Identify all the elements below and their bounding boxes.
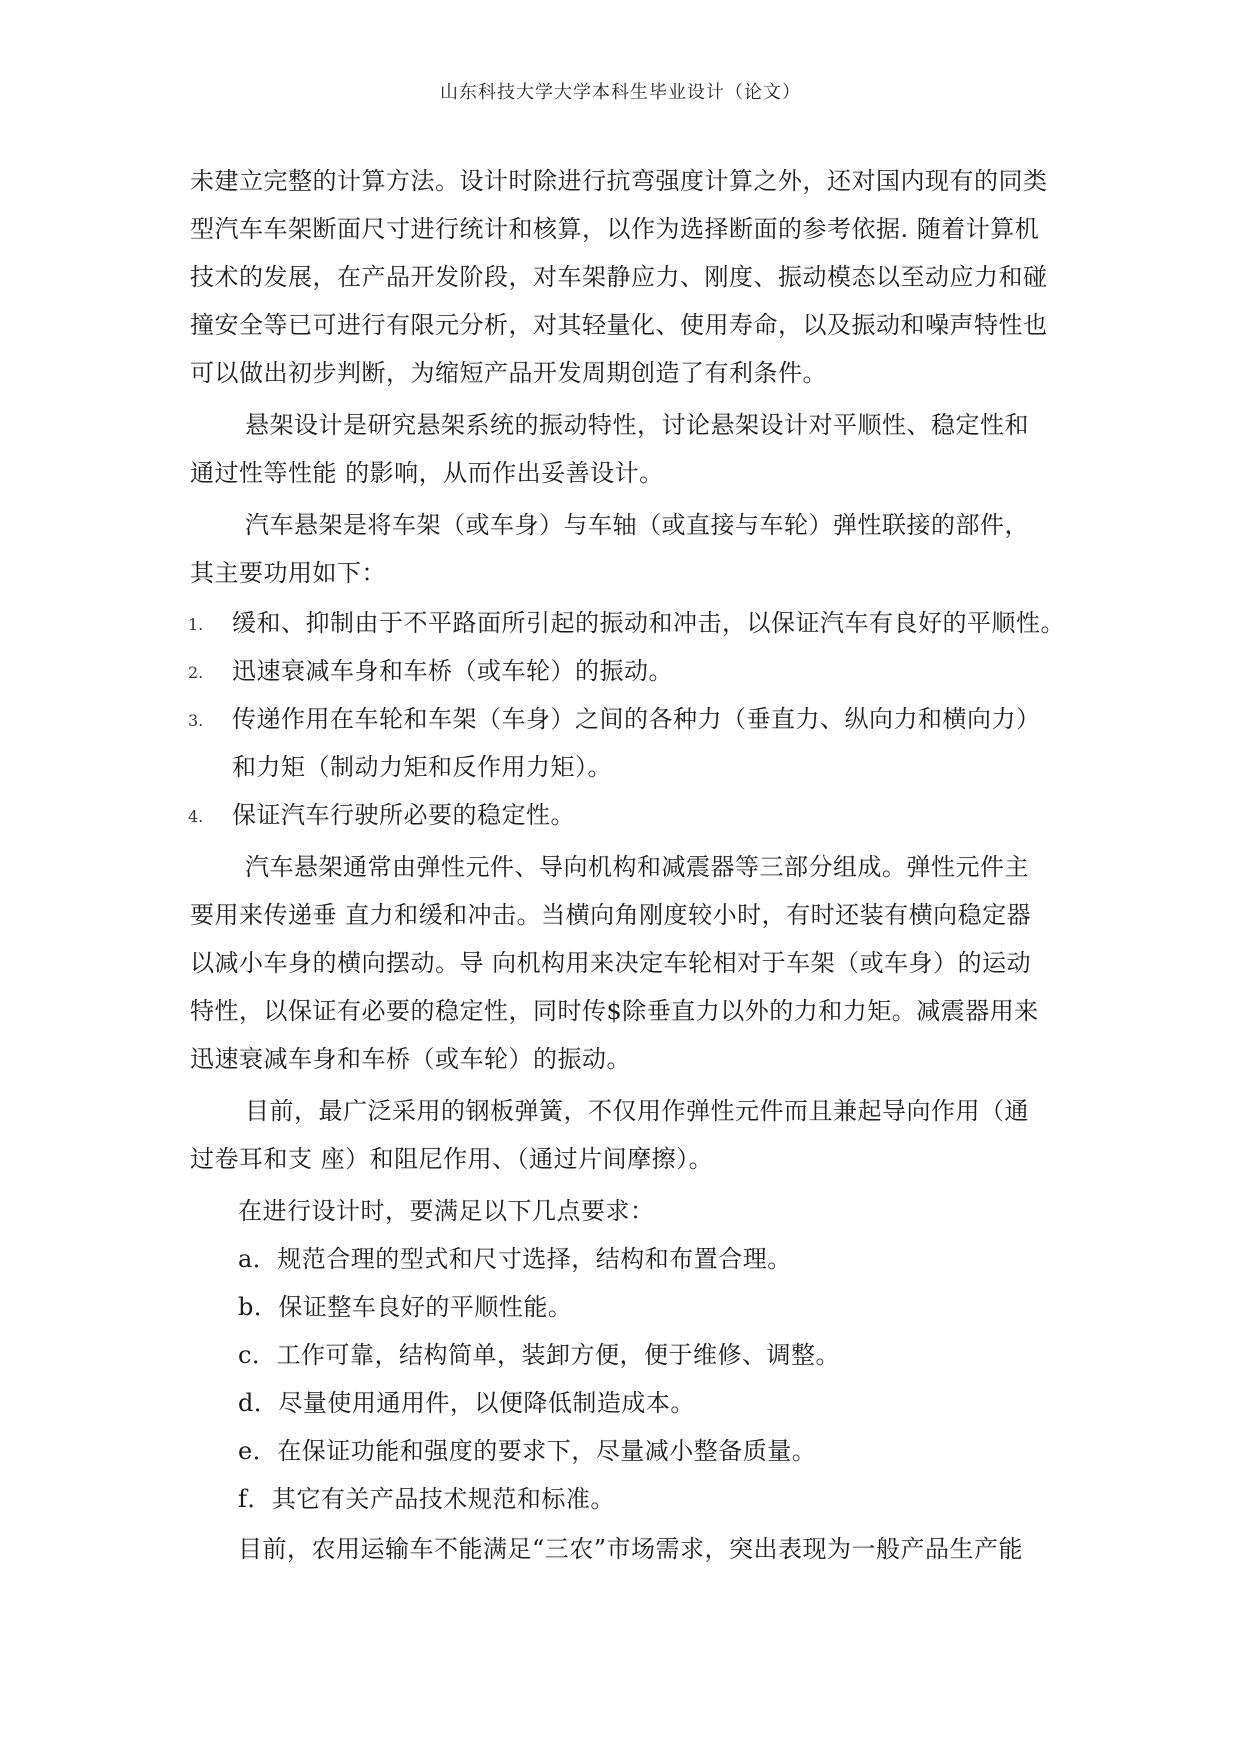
requirement-item: d．尽量使用通用件，以便降低制造成本。 — [238, 1389, 695, 1417]
text-line: 目前，最广泛采用的钢板弹簧，不仅用作弹性元件而且兼起导向作用（通 — [245, 1097, 1029, 1125]
text-line: 要用来传递垂 直力和缓和冲击。当横向角刚度较小时，有时还装有横向稳定器 — [190, 901, 1032, 929]
list-number: 4. — [188, 807, 204, 826]
list-item: 保证汽车行驶所必要的稳定性。 — [232, 801, 575, 829]
list-number: 2. — [188, 663, 204, 682]
text-line: 迅速衰减车身和车桥（或车轮）的振动。 — [190, 1045, 631, 1073]
text-line: 汽车悬架是将车架（或车身）与车轴（或直接与车轮）弹性联接的部件， — [245, 511, 1029, 539]
text-line: 可以做出初步判断，为缩短产品开发周期创造了有利条件。 — [190, 359, 827, 387]
text-line: 其主要功用如下： — [190, 559, 386, 587]
text-line: 汽车悬架通常由弹性元件、导向机构和减震器等三部分组成。弹性元件主 — [245, 853, 1029, 881]
list-item: 迅速衰减车身和车桥（或车轮）的振动。 — [232, 657, 673, 685]
requirement-item: f．其它有关产品技术规范和标准。 — [238, 1485, 615, 1513]
list-item: 传递作用在车轮和车架（车身）之间的各种力（垂直力、纵向力和横向力） — [232, 705, 1041, 733]
page-header: 山东科技大学大学本科生毕业设计（论文） — [440, 82, 801, 103]
text-line: 通过性等性能 的影响，从而作出妥善设计。 — [190, 459, 664, 487]
list-number: 1. — [188, 615, 204, 634]
text-line: 以减小车身的横向摆动。导 向机构用来决定车轮相对于车架（或车身）的运动 — [190, 949, 1032, 977]
list-item-continuation: 和力矩（制动力矩和反作用力矩）。 — [232, 753, 612, 781]
text-line: 技术的发展，在产品开发阶段，对车架静应力、刚度、振动模态以至动应力和碰 — [190, 263, 1048, 291]
requirement-item: b．保证整车良好的平顺性能。 — [238, 1293, 573, 1321]
text-line: 撞安全等已可进行有限元分析，对其轻量化、使用寿命，以及振动和噪声特性也 — [190, 311, 1048, 339]
requirement-item: e．在保证功能和强度的要求下，尽量减小整备质量。 — [238, 1437, 817, 1465]
text-line: 特性，以保证有必要的稳定性，同时传$除垂直力以外的力和力矩。减震器用来 — [190, 997, 1039, 1025]
requirement-item: c．工作可靠，结构简单，装卸方便，便于维修、调整。 — [238, 1341, 840, 1369]
text-line: 目前，农用运输车不能满足“三农”市场需求，突出表现为一般产品生产能 — [238, 1535, 1024, 1563]
requirement-item: a．规范合理的型式和尺寸选择，结构和布置合理。 — [238, 1245, 792, 1273]
text-line: 过卷耳和支 座）和阻尼作用、（通过片间摩擦）。 — [190, 1145, 714, 1173]
text-line: 在进行设计时，要满足以下几点要求： — [238, 1197, 655, 1225]
text-line: 悬架设计是研究悬架系统的振动特性，讨论悬架设计对平顺性、稳定性和 — [245, 411, 1029, 439]
list-number: 3. — [188, 711, 204, 730]
text-line: 未建立完整的计算方法。设计时除进行抗弯强度计算之外，还对国内现有的同类 — [190, 167, 1048, 195]
list-item: 缓和、抑制由于不平路面所引起的振动和冲击，以保证汽车有良好的平顺性。 — [232, 609, 1065, 637]
text-line: 型汽车车架断面尺寸进行统计和核算，以作为选择断面的参考依据. 随着计算机 — [190, 215, 1040, 243]
